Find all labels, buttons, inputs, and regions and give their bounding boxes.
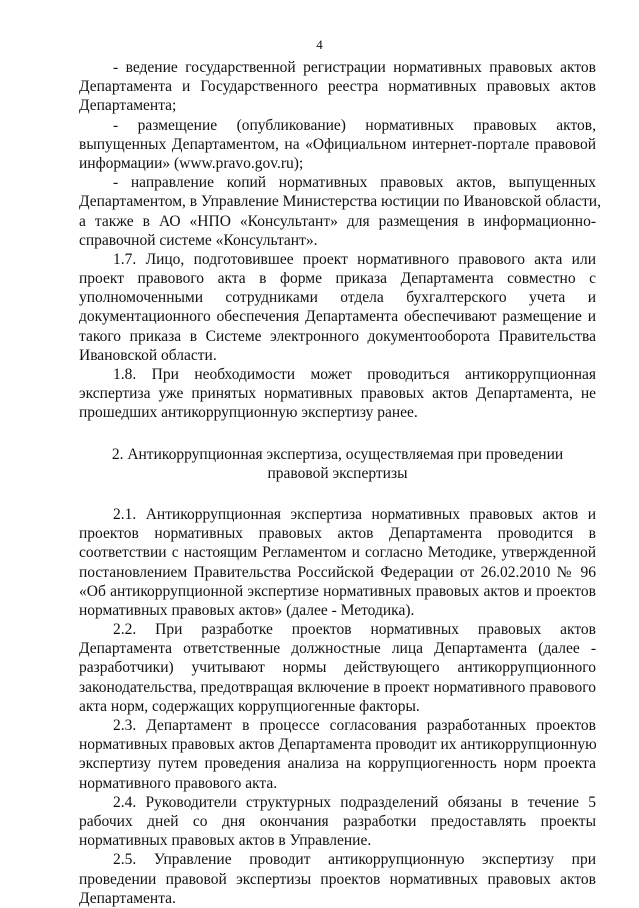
paragraph-2-5 xyxy=(79,850,596,908)
text-line: 2.4. Руководители структурных подразделений обязаны в течение 5 xyxy=(113,793,596,811)
text-line: Департамента и Государственного реестра нормативных правовых актов xyxy=(79,78,596,96)
text-line: Департамента ответственные должностные лица Департамента (далее - xyxy=(79,640,596,658)
text-line: нормативных правовых актов в Управление. xyxy=(79,832,372,850)
paragraph-2-1 xyxy=(79,505,596,620)
spacer xyxy=(79,483,596,505)
text-line: законодательства, предотвращая включение в проект нормативного правового xyxy=(79,678,596,696)
text-line: справочной системе «Консультант». xyxy=(79,231,318,249)
text-line: проектов нормативных правовых актов Департамента проводится в xyxy=(79,525,596,543)
paragraph-1-7 xyxy=(79,250,596,365)
section-2-heading xyxy=(79,445,596,483)
text-line: такого приказа в Системе электронного документооборота Правительства xyxy=(79,327,596,345)
text-line: документационного обеспечения Департамента обеспечивают размещение и xyxy=(79,308,596,326)
paragraph-2-3 xyxy=(79,716,596,793)
document-body xyxy=(79,58,601,908)
list-item-copies xyxy=(79,173,601,250)
text-line: 2.3. Департамент в процессе согласования разработанных проектов xyxy=(113,717,596,734)
text-line: нормативных правовых актов» (далее - Методика). xyxy=(79,601,415,619)
text-line: Департамента. xyxy=(79,889,176,907)
text-line: 2.2. При разработке проектов нормативных правовых актов xyxy=(113,621,596,639)
text-line: акта норм, содержащих коррупциогенные факторы. xyxy=(79,697,420,715)
section-heading-line: правовой экспертизы xyxy=(267,464,408,482)
text-line: проект правового акта в форме приказа Департамента совместно с xyxy=(79,270,596,288)
text-line: а также в АО «НПО «Консультант» для размещения в информационно- xyxy=(79,212,596,230)
paragraph-2-2 xyxy=(79,620,596,716)
text-line: нормативного правового акта. xyxy=(79,774,278,792)
text-line: выпущенных Департаментом, на «Официальном интернет-портале правовой xyxy=(79,135,596,153)
spacer xyxy=(79,423,596,445)
paragraph-2-4 xyxy=(79,793,596,851)
text-line: - размещение (опубликование) нормативных правовых актов, xyxy=(113,116,596,134)
list-item-state-registration xyxy=(79,58,596,116)
text-line: экспертиза уже принятых нормативных правовых актов Департамента, не xyxy=(79,385,596,403)
text-line: 2.1. Антикоррупционная экспертиза нормативных правовых актов и xyxy=(113,505,596,523)
text-line: «Об антикоррупционной экспертизе нормативных правовых актов и проектов xyxy=(79,582,596,600)
text-line: рабочих дней со дня окончания разработки предоставлять проекты xyxy=(79,812,596,830)
text-line: экспертизу путем проведения анализа на коррупциогенность норм проекта xyxy=(79,755,596,773)
text-line: Департаментом, в Управление Министерства юстиции по Ивановской области, xyxy=(79,193,601,211)
page-number: 4 xyxy=(316,37,323,52)
text-line: постановлением Правительства Российской Федерации от 26.02.2010 № 96 xyxy=(79,563,596,581)
paragraph-1-8 xyxy=(79,365,596,423)
text-line: соответствии с настоящим Регламентом и согласно Методике, утвержденной xyxy=(79,544,596,562)
text-line: - направление копий нормативных правовых актов, выпущенных xyxy=(113,174,596,192)
text-line: проведении правовой экспертизы проектов нормативных правовых актов xyxy=(79,870,596,888)
text-line: 2.5. Управление проводит антикоррупционную экспертизу при xyxy=(113,851,596,869)
section-heading-line: 2. Антикоррупционная экспертиза, осуществляемая при проведении xyxy=(111,445,564,463)
text-line: разработчики) учитывают нормы действующего антикоррупционного xyxy=(79,659,596,677)
text-line: 1.7. Лицо, подготовившее проект нормативного правового акта или xyxy=(113,250,596,268)
text-line: Ивановской области. xyxy=(79,346,217,364)
text-line: информации» (www.pravo.gov.ru); xyxy=(79,154,304,172)
text-line: прошедших антикоррупционную экспертизу ранее. xyxy=(79,404,418,422)
text-line: уполномоченными сотрудниками отдела бухгалтерского учета и xyxy=(79,289,596,307)
text-line: - ведение государственной регистрации нормативных правовых актов xyxy=(113,59,596,76)
text-line: нормативных правовых актов Департамента проводит их антикоррупционную xyxy=(79,736,597,754)
text-line: Департамента; xyxy=(79,97,177,115)
text-line: 1.8. При необходимости может проводиться антикоррупционная xyxy=(113,366,596,383)
list-item-publication xyxy=(79,116,596,174)
